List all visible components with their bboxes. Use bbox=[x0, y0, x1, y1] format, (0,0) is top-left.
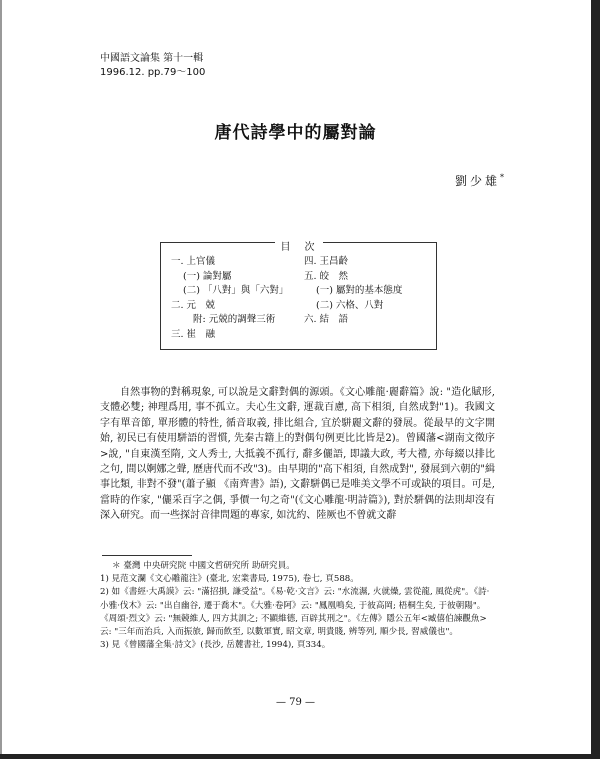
toc-item: 五. 皎 然 bbox=[304, 270, 349, 282]
toc-left-column bbox=[171, 255, 288, 342]
footnote-2 bbox=[100, 586, 495, 639]
footnote-1: 1) 見范文瀾《文心雕龍注》(臺北, 宏業書局, 1975), 卷七, 頁588。 bbox=[100, 574, 359, 585]
author-footnote-mark: * bbox=[500, 173, 505, 182]
toc-item: (二) 六格、八對 bbox=[316, 299, 384, 311]
toc-item: 二. 元 兢 bbox=[171, 299, 216, 311]
paper-title: 唐代詩學中的屬對論 bbox=[214, 123, 377, 143]
footnote-2-text: 2) 如《書經·大禹謨》云: "滿招損, 謙受益"。《易·乾·文言》云: "水流濕, 火就燥, 雲從龍, 風從虎"。《詩·小雅·伐木》云: "出自幽谷, 遷于喬木"。《大雅·卷阿》云: "鳳凰鳴矣, 于彼高岡; 梧桐生矣, 于彼朝陽"。《周頌·烈文》云: "無競維人, 四方其訓之; 不顯維德, 百辟其刑之"。《左傳》隱公五年<臧僖伯諫觀魚>云: "三年而治兵, 入而振旅, 歸而飲至, 以數軍實, 昭文章, 明貴賤, 辨等列, 順少長, 習威儀也"。 bbox=[100, 587, 490, 638]
author bbox=[455, 172, 504, 189]
body-paragraph: 自然事物的對稱現象, 可以說是文辭對偶的源頭。《文心雕龍·麗辭篇》說: "造化賦形, 支體必雙; 神理爲用, 事不孤立。夫心生文辭, 運裁百慮, 高下相須, 自然成對"1)。我國文字有單音節, 單形體的特性, 循音取義, 排比組合, 宜於駢麗文辭的發展。從最早的文字開始, 初民已有使用駢語的習慣, 先秦古籍上的對偶句例更比比皆是2)。曾國藩<湖南文徵序>說, "自東漢至隋, 文人秀士, 大抵義不孤行, 辭多儷語, 即議大政, 考大禮, 亦每綴以排比之句, 間以婀娜之聲, 歷唐代而不改"3)。由早期的"高下相須, 自然成對", 發展到六朝的"緝事比類, 非對不發"(蕭子顯 《南齊書》語), 文辭駢偶已是唯美文學不可或缺的項目。可是, 當時的作家, "儷采百字之偶, 爭價一句之奇"(《文心雕龍·明詩篇》), 對於駢偶的法則却沒有深入研究。而一些探討音律問題的專家, 如沈約、陸厥也不曾就文辭 bbox=[100, 387, 495, 522]
scan-right-edge bbox=[591, 0, 600, 759]
footnote-divider bbox=[102, 555, 192, 556]
toc-item: 三. 崔 融 bbox=[171, 328, 216, 340]
journal-header bbox=[100, 52, 205, 80]
toc-item: 四. 王昌齡 bbox=[304, 256, 349, 267]
footnotes bbox=[100, 560, 495, 652]
toc-item: 六. 結 語 bbox=[304, 314, 349, 325]
footnote-3: 3) 見《曾國藩全集·詩文》(長沙, 岳麓書社, 1994), 頁334。 bbox=[100, 640, 331, 651]
toc-item: 一. 上官儀 bbox=[171, 256, 216, 267]
scan-left-edge bbox=[0, 0, 2, 759]
journal-name: 中國語文論集 第十一輯 bbox=[100, 53, 204, 64]
table-of-contents bbox=[160, 242, 437, 350]
toc-heading: 目 次 bbox=[275, 242, 323, 253]
body-text bbox=[100, 385, 495, 524]
author-affiliation-note: ＊ 臺灣 中央研究院 中國文哲研究所 助研究員。 bbox=[112, 561, 295, 571]
toc-item: (一) 論對屬 bbox=[183, 270, 232, 282]
journal-issue-pages: 1996.12. pp.79～100 bbox=[100, 67, 206, 78]
scan-bottom-edge bbox=[0, 754, 600, 759]
toc-item: (一) 屬對的基本態度 bbox=[316, 285, 403, 296]
page-number: — 79 — bbox=[275, 697, 316, 708]
author-name: 劉少雄 bbox=[455, 174, 501, 188]
toc-item: (二) 「八對」與「六對」 bbox=[183, 285, 289, 296]
toc-item: 附: 元兢的調聲三術 bbox=[193, 314, 276, 325]
toc-right-column bbox=[304, 255, 402, 328]
